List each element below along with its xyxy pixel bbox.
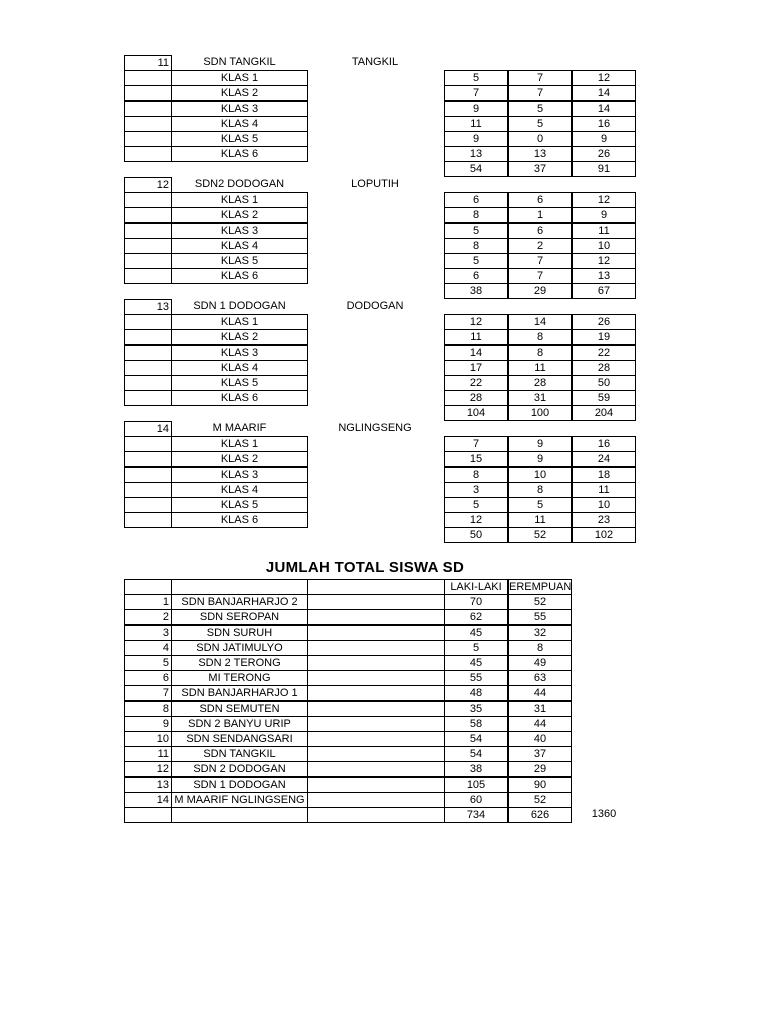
class-label: KLAS 5 <box>171 131 308 147</box>
class-total: 12 <box>572 70 636 86</box>
row-blank-cell <box>124 345 172 361</box>
summary-school-name: SDN BANJARHARJO 1 <box>171 685 308 701</box>
summary-row-number: 7 <box>124 685 172 701</box>
summary-boys: 54 <box>444 746 508 762</box>
school-number: 14 <box>124 421 172 437</box>
row-blank-cell <box>124 253 172 269</box>
girls-count: 5 <box>508 116 572 132</box>
class-total: 14 <box>572 85 636 101</box>
school-total: 67 <box>572 283 636 299</box>
row-blank-cell <box>124 238 172 254</box>
summary-row-number: 5 <box>124 655 172 671</box>
school-village: TANGKIL <box>351 56 399 68</box>
girls-count: 11 <box>508 360 572 376</box>
boys-count: 6 <box>444 192 508 208</box>
summary-row-number: 9 <box>124 716 172 732</box>
class-label: KLAS 2 <box>171 85 308 101</box>
boys-total: 54 <box>444 161 508 177</box>
boys-count: 12 <box>444 314 508 330</box>
girls-total: 100 <box>508 405 572 421</box>
boys-count: 5 <box>444 223 508 239</box>
class-label: KLAS 3 <box>171 101 308 117</box>
girls-count: 9 <box>508 436 572 452</box>
school-name: SDN TANGKIL <box>203 56 276 68</box>
summary-girls: 52 <box>508 594 572 610</box>
school-village: NGLINGSENG <box>338 422 412 434</box>
girls-count: 8 <box>508 482 572 498</box>
header-blank-cell <box>124 579 172 595</box>
class-label: KLAS 4 <box>171 116 308 132</box>
summary-school-name: SDN SEROPAN <box>171 609 308 625</box>
boys-count: 8 <box>444 238 508 254</box>
summary-girls: 37 <box>508 746 572 762</box>
summary-girls: 44 <box>508 716 572 732</box>
row-blank-cell <box>124 390 172 406</box>
class-total: 22 <box>572 345 636 361</box>
boys-count: 22 <box>444 375 508 391</box>
row-blank-cell <box>124 268 172 284</box>
class-label: KLAS 4 <box>171 482 308 498</box>
header-blank-cell <box>307 579 445 595</box>
total-perempuan: 626 <box>508 807 572 823</box>
row-blank-cell <box>124 131 172 147</box>
school-total: 102 <box>572 527 636 543</box>
row-blank-cell <box>124 482 172 498</box>
summary-girls: 90 <box>508 777 572 793</box>
class-label: KLAS 6 <box>171 512 308 528</box>
row-blank-cell <box>124 314 172 330</box>
summary-boys: 48 <box>444 685 508 701</box>
boys-count: 12 <box>444 512 508 528</box>
summary-row-number: 4 <box>124 640 172 656</box>
class-label: KLAS 1 <box>171 314 308 330</box>
boys-total: 38 <box>444 283 508 299</box>
class-label: KLAS 3 <box>171 345 308 361</box>
boys-count: 6 <box>444 268 508 284</box>
class-total: 12 <box>572 253 636 269</box>
summary-boys: 55 <box>444 670 508 686</box>
girls-count: 8 <box>508 329 572 345</box>
class-label: KLAS 1 <box>171 70 308 86</box>
summary-blank-cell <box>307 777 445 793</box>
row-blank-cell <box>124 329 172 345</box>
girls-count: 28 <box>508 375 572 391</box>
summary-row-number: 13 <box>124 777 172 793</box>
school-name: SDN2 DODOGAN <box>194 178 285 190</box>
class-label: KLAS 3 <box>171 223 308 239</box>
summary-school-name: SDN JATIMULYO <box>171 640 308 656</box>
boys-count: 7 <box>444 436 508 452</box>
class-label: KLAS 6 <box>171 390 308 406</box>
summary-boys: 5 <box>444 640 508 656</box>
girls-count: 14 <box>508 314 572 330</box>
summary-school-name: SDN SEMUTEN <box>171 701 308 717</box>
class-total: 16 <box>572 116 636 132</box>
row-blank-cell <box>124 512 172 528</box>
summary-blank-cell <box>307 685 445 701</box>
class-total: 19 <box>572 329 636 345</box>
summary-blank-cell <box>307 731 445 747</box>
summary-blank-cell <box>307 746 445 762</box>
class-label: KLAS 5 <box>171 253 308 269</box>
class-label: KLAS 2 <box>171 329 308 345</box>
school-village: LOPUTIH <box>351 178 399 190</box>
summary-blank-cell <box>307 670 445 686</box>
girls-count: 7 <box>508 85 572 101</box>
summary-blank-cell <box>307 761 445 777</box>
row-blank-cell <box>124 436 172 452</box>
summary-boys: 35 <box>444 701 508 717</box>
girls-total: 37 <box>508 161 572 177</box>
row-blank-cell <box>124 223 172 239</box>
school-number: 12 <box>124 177 172 193</box>
boys-count: 7 <box>444 85 508 101</box>
class-total: 13 <box>572 268 636 284</box>
summary-blank-cell <box>307 792 445 808</box>
class-total: 10 <box>572 238 636 254</box>
class-label: KLAS 4 <box>171 238 308 254</box>
summary-school-name: SDN BANJARHARJO 2 <box>171 594 308 610</box>
school-total: 204 <box>572 405 636 421</box>
class-label: KLAS 5 <box>171 375 308 391</box>
class-total: 11 <box>572 223 636 239</box>
girls-count: 0 <box>508 131 572 147</box>
summary-girls: 49 <box>508 655 572 671</box>
row-blank-cell <box>124 192 172 208</box>
boys-count: 17 <box>444 360 508 376</box>
girls-total: 52 <box>508 527 572 543</box>
class-total: 59 <box>572 390 636 406</box>
summary-row-number: 2 <box>124 609 172 625</box>
girls-total: 29 <box>508 283 572 299</box>
summary-school-name: SDN 2 BANYU URIP <box>171 716 308 732</box>
girls-count: 8 <box>508 345 572 361</box>
summary-girls: 63 <box>508 670 572 686</box>
grand-total: 1360 <box>591 808 617 820</box>
row-blank-cell <box>124 360 172 376</box>
boys-count: 11 <box>444 329 508 345</box>
summary-school-name: SDN 2 DODOGAN <box>171 761 308 777</box>
class-label: KLAS 2 <box>171 451 308 467</box>
class-total: 11 <box>572 482 636 498</box>
class-total: 18 <box>572 467 636 483</box>
summary-row-number: 11 <box>124 746 172 762</box>
class-total: 26 <box>572 146 636 162</box>
summary-school-name: SDN SENDANGSARI <box>171 731 308 747</box>
summary-boys: 105 <box>444 777 508 793</box>
summary-blank-cell <box>307 609 445 625</box>
summary-boys: 70 <box>444 594 508 610</box>
boys-total: 50 <box>444 527 508 543</box>
class-label: KLAS 1 <box>171 436 308 452</box>
class-total: 28 <box>572 360 636 376</box>
class-label: KLAS 6 <box>171 268 308 284</box>
girls-count: 7 <box>508 70 572 86</box>
girls-count: 7 <box>508 268 572 284</box>
girls-count: 7 <box>508 253 572 269</box>
girls-count: 31 <box>508 390 572 406</box>
summary-row-number: 6 <box>124 670 172 686</box>
summary-school-name: SDN 1 DODOGAN <box>171 777 308 793</box>
girls-count: 6 <box>508 192 572 208</box>
class-total: 24 <box>572 451 636 467</box>
summary-boys: 38 <box>444 761 508 777</box>
boys-count: 13 <box>444 146 508 162</box>
boys-total: 104 <box>444 405 508 421</box>
class-label: KLAS 5 <box>171 497 308 513</box>
summary-blank-cell <box>171 807 308 823</box>
boys-count: 5 <box>444 253 508 269</box>
summary-girls: 8 <box>508 640 572 656</box>
row-blank-cell <box>124 146 172 162</box>
summary-title: JUMLAH TOTAL SISWA SD <box>265 559 465 576</box>
summary-row-number: 3 <box>124 625 172 641</box>
school-number: 11 <box>124 55 172 71</box>
summary-boys: 60 <box>444 792 508 808</box>
row-blank-cell <box>124 375 172 391</box>
summary-row-number: 14 <box>124 792 172 808</box>
boys-count: 8 <box>444 207 508 223</box>
row-blank-cell <box>124 85 172 101</box>
class-label: KLAS 4 <box>171 360 308 376</box>
row-blank-cell <box>124 70 172 86</box>
girls-count: 2 <box>508 238 572 254</box>
summary-school-name: SDN SURUH <box>171 625 308 641</box>
summary-boys: 45 <box>444 625 508 641</box>
school-total: 91 <box>572 161 636 177</box>
school-name: SDN 1 DODOGAN <box>193 300 286 312</box>
row-blank-cell <box>124 467 172 483</box>
class-total: 26 <box>572 314 636 330</box>
summary-blank-cell <box>307 807 445 823</box>
boys-count: 9 <box>444 101 508 117</box>
summary-boys: 54 <box>444 731 508 747</box>
summary-row-number: 1 <box>124 594 172 610</box>
girls-count: 1 <box>508 207 572 223</box>
class-total: 50 <box>572 375 636 391</box>
summary-girls: 44 <box>508 685 572 701</box>
class-label: KLAS 3 <box>171 467 308 483</box>
summary-boys: 58 <box>444 716 508 732</box>
row-blank-cell <box>124 207 172 223</box>
summary-blank-cell <box>124 807 172 823</box>
summary-blank-cell <box>307 640 445 656</box>
summary-row-number: 12 <box>124 761 172 777</box>
boys-count: 11 <box>444 116 508 132</box>
row-blank-cell <box>124 101 172 117</box>
summary-school-name: MI TERONG <box>171 670 308 686</box>
school-village: DODOGAN <box>346 300 404 312</box>
school-number: 13 <box>124 299 172 315</box>
boys-count: 5 <box>444 497 508 513</box>
girls-count: 11 <box>508 512 572 528</box>
class-label: KLAS 1 <box>171 192 308 208</box>
header-laki: LAKI-LAKI <box>444 579 508 595</box>
summary-girls: 52 <box>508 792 572 808</box>
boys-count: 8 <box>444 467 508 483</box>
summary-school-name: SDN TANGKIL <box>171 746 308 762</box>
class-total: 9 <box>572 207 636 223</box>
girls-count: 5 <box>508 101 572 117</box>
summary-row-number: 8 <box>124 701 172 717</box>
school-name: M MAARIF <box>212 422 267 434</box>
summary-row-number: 10 <box>124 731 172 747</box>
girls-count: 5 <box>508 497 572 513</box>
boys-count: 3 <box>444 482 508 498</box>
row-blank-cell <box>124 451 172 467</box>
row-blank-cell <box>124 116 172 132</box>
boys-count: 28 <box>444 390 508 406</box>
class-total: 10 <box>572 497 636 513</box>
summary-boys: 62 <box>444 609 508 625</box>
header-perempuan: EREMPUAN <box>509 581 572 593</box>
girls-count: 9 <box>508 451 572 467</box>
boys-count: 5 <box>444 70 508 86</box>
total-laki: 734 <box>444 807 508 823</box>
summary-school-name: M MAARIF NGLINGSENG <box>171 792 308 808</box>
class-total: 14 <box>572 101 636 117</box>
summary-blank-cell <box>307 716 445 732</box>
summary-blank-cell <box>307 594 445 610</box>
summary-girls: 40 <box>508 731 572 747</box>
summary-blank-cell <box>307 625 445 641</box>
girls-count: 13 <box>508 146 572 162</box>
boys-count: 14 <box>444 345 508 361</box>
girls-count: 6 <box>508 223 572 239</box>
row-blank-cell <box>124 497 172 513</box>
class-total: 9 <box>572 131 636 147</box>
summary-girls: 29 <box>508 761 572 777</box>
class-total: 16 <box>572 436 636 452</box>
summary-girls: 31 <box>508 701 572 717</box>
summary-girls: 32 <box>508 625 572 641</box>
girls-count: 10 <box>508 467 572 483</box>
class-label: KLAS 6 <box>171 146 308 162</box>
class-total: 12 <box>572 192 636 208</box>
class-total: 23 <box>572 512 636 528</box>
summary-blank-cell <box>307 655 445 671</box>
summary-blank-cell <box>307 701 445 717</box>
summary-boys: 45 <box>444 655 508 671</box>
boys-count: 15 <box>444 451 508 467</box>
summary-school-name: SDN 2 TERONG <box>171 655 308 671</box>
boys-count: 9 <box>444 131 508 147</box>
summary-girls: 55 <box>508 609 572 625</box>
class-label: KLAS 2 <box>171 207 308 223</box>
header-blank-cell <box>171 579 308 595</box>
